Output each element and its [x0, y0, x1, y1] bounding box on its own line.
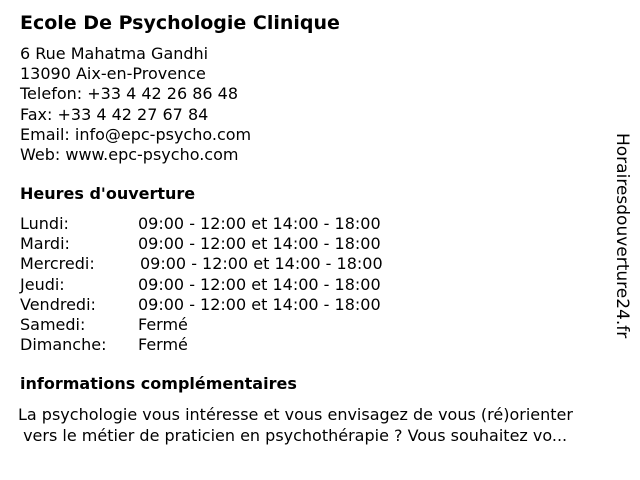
additional-info-heading: informations complémentaires [20, 374, 297, 393]
day-hours: 09:00 - 12:00 et 14:00 - 18:00 [138, 234, 381, 254]
site-watermark: Horairesdouverture24.fr [612, 133, 632, 339]
day-hours: Fermé [138, 314, 188, 334]
email-address: Email: info@epc-psycho.com [20, 124, 252, 144]
day-label: Vendredi: [20, 294, 96, 314]
business-name: Ecole De Psychologie Clinique [20, 12, 340, 34]
day-label: Jeudi: [20, 274, 65, 294]
day-label: Samedi: [20, 314, 86, 334]
day-label: Mardi: [20, 234, 70, 254]
day-label: Mercredi: [20, 254, 95, 274]
city-postal-code: 13090 Aix-en-Provence [20, 64, 206, 84]
day-hours: 09:00 - 12:00 et 14:00 - 18:00 [138, 294, 381, 314]
day-hours: 09:00 - 12:00 et 14:00 - 18:00 [140, 254, 383, 274]
website-address: Web: www.epc-psycho.com [20, 145, 239, 165]
day-hours: 09:00 - 12:00 et 14:00 - 18:00 [138, 214, 381, 233]
contact-block [20, 44, 251, 165]
day-label: Lundi: [20, 214, 69, 233]
description-line: vers le métier de praticien en psychothérapie ? Vous souhaitez vo... [18, 426, 568, 445]
day-hours: 09:00 - 12:00 et 14:00 - 18:00 [138, 274, 381, 294]
opening-hours-heading: Heures d'ouverture [20, 184, 196, 203]
phone-number: Telefon: +33 4 42 26 86 48 [20, 84, 239, 104]
day-hours: Fermé [138, 335, 188, 355]
street-address: 6 Rue Mahatma Gandhi [20, 44, 209, 63]
additional-info-text [18, 404, 628, 446]
day-label: Dimanche: [20, 335, 107, 355]
description-line: La psychologie vous intéresse et vous envisagez de vous (ré)orienter [18, 405, 573, 424]
fax-number: Fax: +33 4 42 27 67 84 [20, 104, 209, 124]
